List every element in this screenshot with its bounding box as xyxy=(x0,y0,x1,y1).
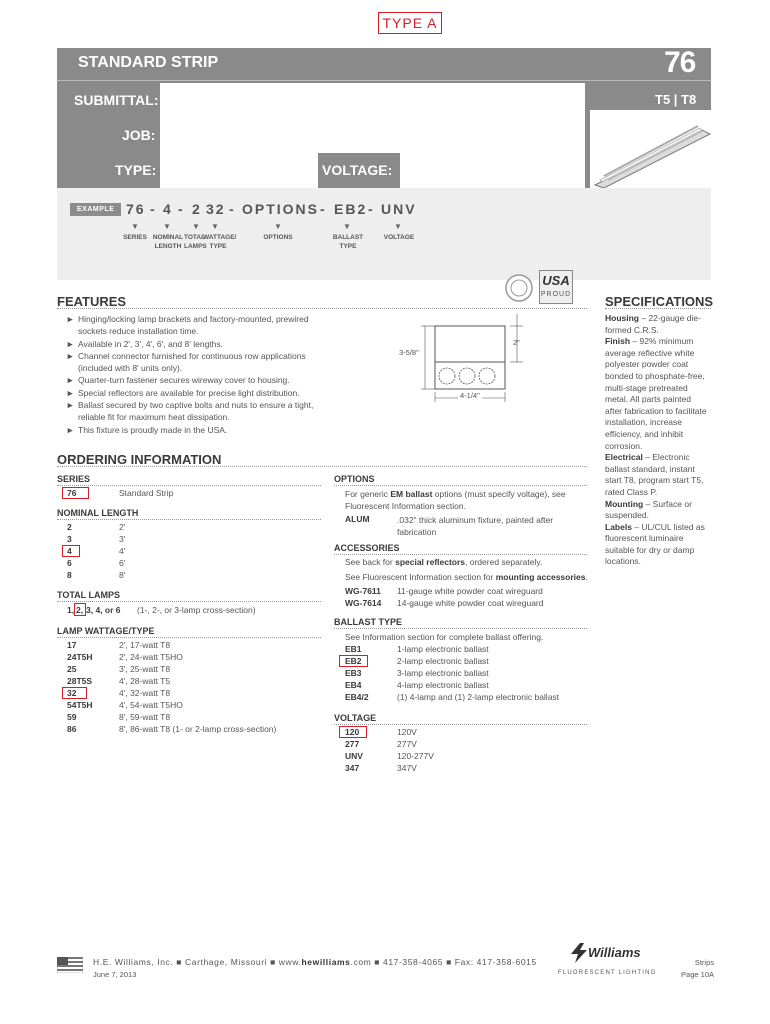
wattage-desc: 3', 25-watt T8 xyxy=(119,664,171,674)
caption-total-lamps: TOTAL LAMPS xyxy=(184,234,207,250)
submittal-field[interactable] xyxy=(160,83,585,118)
dimension-depth: 2" xyxy=(513,338,520,347)
nominal-length-heading: NOMINAL LENGTH xyxy=(57,508,139,518)
code-voltage: UNV xyxy=(381,201,417,217)
ballast-rule xyxy=(334,628,587,629)
wattage-code: 32 xyxy=(67,688,77,698)
code-options: OPTIONS xyxy=(242,201,320,217)
total-lamps-desc: (1-, 2-, or 3-lamp cross-section) xyxy=(137,605,256,615)
ballast-desc: (1) 4-lamp and (1) 2-lamp electronic ballast xyxy=(397,692,560,702)
usa-text: USA xyxy=(542,273,570,288)
nominal-code: 6 xyxy=(67,558,72,568)
ballast-desc: 4-lamp electronic ballast xyxy=(397,680,489,690)
dimension-height: 3-5/8" xyxy=(399,348,419,357)
ballast-desc: 2-lamp electronic ballast xyxy=(397,656,489,666)
arrow-down-icon: ▼ xyxy=(163,222,171,231)
ballast-desc: 1-lamp electronic ballast xyxy=(397,644,489,654)
ballast-code: EB1 xyxy=(345,644,362,654)
voltage-heading: VOLTAGE xyxy=(334,713,377,723)
accessories-code: WG-7614 xyxy=(345,598,382,608)
caption-wattage-type: WATTAGE/ TYPE xyxy=(203,234,237,250)
series-heading: SERIES xyxy=(57,474,91,484)
flag-icon xyxy=(57,957,83,973)
code-dash: - xyxy=(229,201,236,217)
williams-logo-sub: FLUORESCENT LIGHTING xyxy=(558,970,657,976)
ballast-code: EB4/2 xyxy=(345,692,369,702)
nominal-desc: 4' xyxy=(119,546,126,556)
total-lamps-code: 2, xyxy=(76,605,84,615)
options-intro: For generic EM ballast options (must specify voltage), see Fluorescent Information section. xyxy=(345,489,566,511)
arrow-down-icon: ▼ xyxy=(131,222,139,231)
williams-logo: Williams xyxy=(588,945,641,960)
wattage-code: 25 xyxy=(67,664,77,674)
wattage-desc: 4', 54-watt T5HO xyxy=(119,700,183,710)
wattage-code: 86 xyxy=(67,724,77,734)
features-title: FEATURES xyxy=(57,294,127,309)
nominal-desc: 6' xyxy=(119,558,126,568)
features-list xyxy=(66,313,336,436)
arrow-down-icon: ▼ xyxy=(394,222,402,231)
ballast-intro: See Information section for complete ballast offering. xyxy=(345,632,544,642)
feature-item: ► Channel connector furnished for continuous row applications (included with 8' units only). xyxy=(66,350,306,374)
wattage-code: 17 xyxy=(67,640,77,650)
type-a-stamp: TYPE A xyxy=(378,12,442,34)
wattage-code: 24T5H xyxy=(67,652,93,662)
feature-item: ► Quarter-turn fastener secures wireway cover to housing. xyxy=(66,375,290,386)
total-lamps-code: 3, 4, or 6 xyxy=(86,605,121,615)
voltage-desc: 120V xyxy=(397,727,417,737)
code-dash: - xyxy=(368,201,375,217)
nominal-desc: 2' xyxy=(119,522,126,532)
wattage-desc: 2', 17-watt T8 xyxy=(119,640,171,650)
series-number: 76 xyxy=(664,46,696,79)
total-lamps-code: 1, xyxy=(67,605,75,615)
total-lamps-heading: TOTAL LAMPS xyxy=(57,590,120,600)
voltage-code: 347 xyxy=(345,763,360,773)
voltage-code: 277 xyxy=(345,739,360,749)
voltage-desc: 347V xyxy=(397,763,417,773)
wattage-code: 28T5S xyxy=(67,676,93,686)
caption-ballast-type: BALLAST TYPE xyxy=(332,234,364,250)
feature-item: ► Hinging/locking lamp brackets and factory-mounted, prewired sockets reduce installation time. xyxy=(66,314,309,337)
wattage-desc: 8', 86-watt T8 (1- or 2-lamp cross-section) xyxy=(119,724,277,734)
features-rule xyxy=(57,308,587,309)
voltage-code: 120 xyxy=(345,727,360,737)
wattage-desc: 2', 24-watt T5HO xyxy=(119,652,183,662)
nominal-code: 2 xyxy=(67,522,72,532)
series-code: 76 xyxy=(67,488,77,498)
specifications-text: Housing – 22-gauge die-formed C.R.S. Finish – 92% minimum average reflective white polyester powder coat bonded to phosphate-free, multi-stage pretreated metal. All parts painted after fabrication to facilitate installation, increase efficiency, and inhibit corrosion. Electrical – Electronic ballast standard, instant start T8, program start T5, rated Class P. Mounting – Surface or suspended. Labels – UL/CUL listed as fluorescent luminaire suitable for dry or damp locations. xyxy=(605,313,707,567)
options-rule xyxy=(334,485,587,486)
code-dash: - xyxy=(320,201,327,217)
arrow-down-icon: ▼ xyxy=(274,222,282,231)
caption-options: OPTIONS xyxy=(263,234,293,241)
ballast-code: EB2 xyxy=(345,656,362,666)
caption-nominal-length: NOMINAL LENGTH xyxy=(152,234,184,250)
nominal-desc: 3' xyxy=(119,534,126,544)
product-title: STANDARD STRIP xyxy=(78,54,219,71)
type-label: TYPE: xyxy=(115,162,157,178)
usa-badge xyxy=(539,270,573,304)
options-desc: .032" thick aluminum fixture, painted after fabrication xyxy=(397,515,554,537)
revision-date: June 7, 2013 xyxy=(93,970,137,979)
ordering-title: ORDERING INFORMATION xyxy=(57,452,222,467)
voltage-code: UNV xyxy=(345,751,363,761)
section-name: Strips xyxy=(694,958,714,967)
accessories-desc: 14-gauge white powder coat wireguard xyxy=(397,598,544,608)
total-lamps-rule xyxy=(57,601,321,602)
job-field[interactable] xyxy=(160,118,585,153)
voltage-field[interactable] xyxy=(400,153,585,188)
arrow-down-icon: ▼ xyxy=(192,222,200,231)
ballast-code: EB3 xyxy=(345,668,362,678)
fixture-photo xyxy=(590,110,711,188)
series-rule xyxy=(57,485,321,486)
caption-series: SERIES xyxy=(123,234,147,241)
specifications-title: SPECIFICATIONS xyxy=(605,294,714,309)
specifications-rule xyxy=(605,308,711,309)
nominal-code: 4 xyxy=(67,546,72,556)
code-wattage: 32 xyxy=(206,201,226,217)
voltage-desc: 120-277V xyxy=(397,751,434,761)
arrow-down-icon: ▼ xyxy=(343,222,351,231)
wattage-heading: LAMP WATTAGE/TYPE xyxy=(57,626,155,636)
voltage-rule xyxy=(334,724,587,725)
ordering-rule xyxy=(57,466,587,467)
job-label: JOB: xyxy=(122,127,156,143)
feature-item: ► Ballast secured by two captive bolts and nuts to ensure a tight, reliable fit for maximum heat dissipation. xyxy=(66,400,314,423)
accessories-desc: 11-gauge white powder coat wireguard xyxy=(397,586,543,596)
dimension-width: 4-1/4" xyxy=(458,390,482,402)
ballast-heading: BALLAST TYPE xyxy=(334,617,403,627)
wattage-desc: 8', 59-watt T8 xyxy=(119,712,171,722)
nominal-code: 8 xyxy=(67,570,72,580)
ul-listed-icon xyxy=(504,273,534,303)
accessories-line: See back for special reflectors, ordered separately. xyxy=(345,557,543,567)
example-badge: EXAMPLE xyxy=(70,203,121,216)
ballast-code: EB4 xyxy=(345,680,362,690)
wattage-desc: 4', 28-watt T5 xyxy=(119,676,171,686)
type-field[interactable] xyxy=(160,153,318,188)
accessories-line: See Fluorescent Information section for mounting accessories. xyxy=(345,572,588,582)
voltage-label: VOLTAGE: xyxy=(322,162,393,178)
feature-item: ► Special reflectors are available for precise light distribution. xyxy=(66,387,300,398)
wattage-rule xyxy=(57,637,321,638)
usa-sub-text: PROUD xyxy=(540,291,572,298)
code-ballast: EB2 xyxy=(334,201,368,217)
voltage-desc: 277V xyxy=(397,739,417,749)
lamp-type: T5 | T8 xyxy=(655,92,697,107)
code-dash: - xyxy=(150,201,157,217)
wattage-code: 54T5H xyxy=(67,700,93,710)
nominal-rule xyxy=(57,519,321,520)
company-info: H.E. Williams, Inc. ■ Carthage, Missouri ■ www.hewilliams.com ■ 417-358-4065 ■ Fax: 417-358-6015 xyxy=(93,957,537,967)
options-heading: OPTIONS xyxy=(334,474,375,484)
series-desc: Standard Strip xyxy=(119,488,174,498)
wattage-code: 59 xyxy=(67,712,77,722)
accessories-heading: ACCESSORIES xyxy=(334,543,400,553)
header-rule xyxy=(57,80,711,81)
code-series: 76 xyxy=(126,201,146,217)
feature-item: ► Available in 2', 3', 4', 6', and 8' lengths. xyxy=(66,338,223,349)
nominal-desc: 8' xyxy=(119,570,126,580)
feature-item: ► This fixture is proudly made in the USA. xyxy=(66,424,228,435)
accessories-rule xyxy=(334,554,587,555)
code-lamps: 2 xyxy=(192,201,202,217)
accessories-code: WG-7611 xyxy=(345,586,381,596)
page-number: Page 10A xyxy=(681,970,714,979)
wattage-desc: 4', 32-watt T8 xyxy=(119,688,171,698)
caption-voltage: VOLTAGE xyxy=(383,234,415,241)
options-code: ALUM xyxy=(345,514,370,524)
code-length: 4 xyxy=(163,201,173,217)
lightning-bolt-icon xyxy=(568,943,590,963)
submittal-label: SUBMITTAL: xyxy=(74,92,159,108)
arrow-down-icon: ▼ xyxy=(211,222,219,231)
ballast-desc: 3-lamp electronic ballast xyxy=(397,668,489,678)
nominal-code: 3 xyxy=(67,534,72,544)
code-dash: - xyxy=(178,201,185,217)
